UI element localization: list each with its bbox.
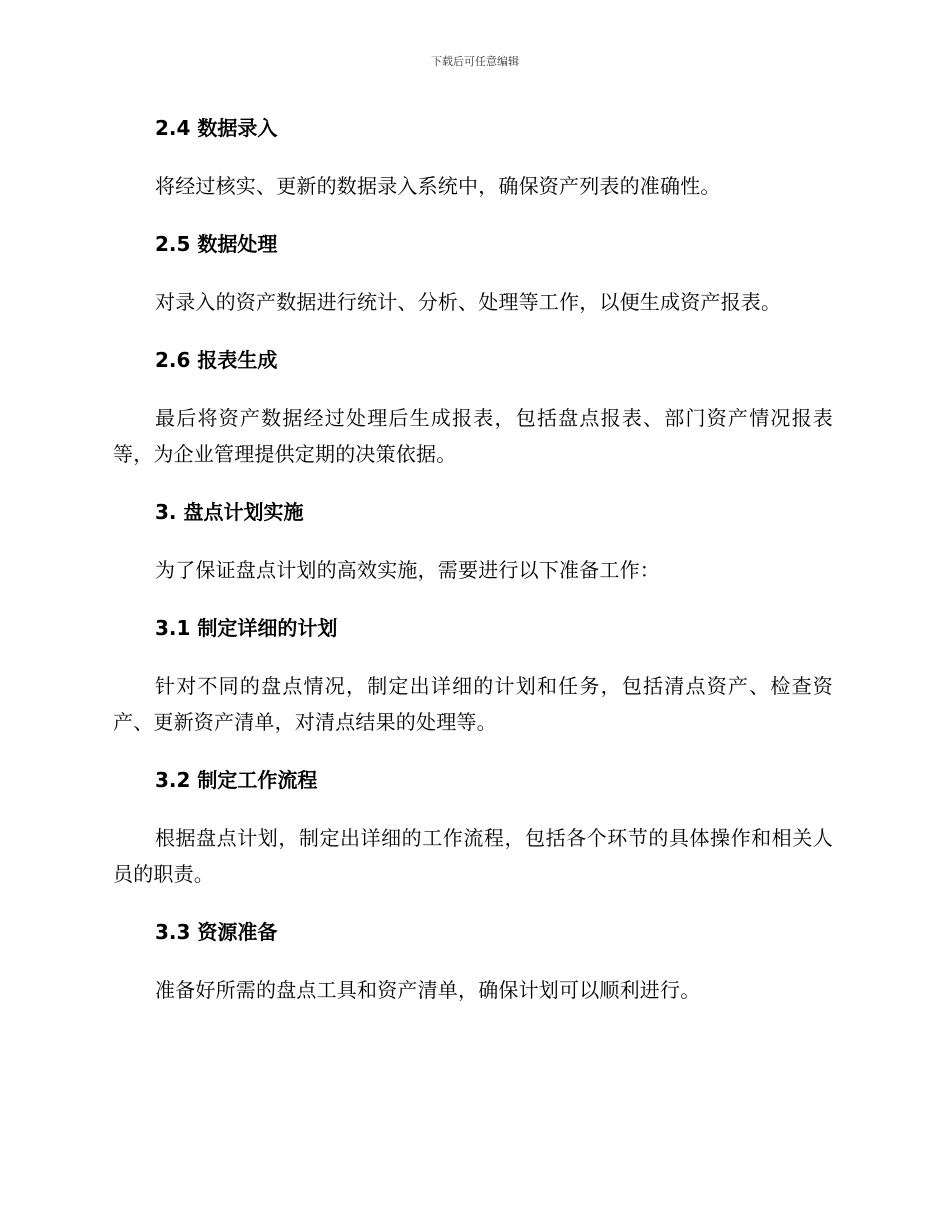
paragraph-3-1: 针对不同的盘点情况，制定出详细的计划和任务，包括清点资产、检查资产、更新资产清单，对清点结果的处理等。 bbox=[113, 674, 833, 734]
section-heading-3: 3. 盘点计划实施 bbox=[155, 500, 304, 524]
page-header: 下载后可任意编辑 bbox=[431, 55, 519, 68]
section-heading-3-1: 3.1 制定详细的计划 bbox=[155, 616, 338, 640]
section-heading-3-2: 3.2 制定工作流程 bbox=[155, 768, 318, 792]
section-heading-3-3: 3.3 资源准备 bbox=[155, 920, 278, 944]
paragraph-2-4: 将经过核实、更新的数据录入系统中，确保资产列表的准确性。 bbox=[155, 174, 721, 198]
paragraph-3-3: 准备好所需的盘点工具和资产清单，确保计划可以顺利进行。 bbox=[155, 978, 701, 1002]
document-body bbox=[113, 110, 833, 1008]
paragraph-2-6: 最后将资产数据经过处理后生成报表，包括盘点报表、部门资产情况报表等，为企业管理提供定期的决策依据。 bbox=[113, 406, 833, 466]
section-heading-2-4: 2.4 数据录入 bbox=[155, 116, 278, 140]
paragraph-3: 为了保证盘点计划的高效实施，需要进行以下准备工作： bbox=[155, 558, 660, 582]
paragraph-3-2: 根据盘点计划，制定出详细的工作流程，包括各个环节的具体操作和相关人员的职责。 bbox=[113, 826, 833, 886]
section-heading-2-6: 2.6 报表生成 bbox=[155, 348, 278, 372]
paragraph-2-5: 对录入的资产数据进行统计、分析、处理等工作，以便生成资产报表。 bbox=[155, 290, 782, 314]
section-heading-2-5: 2.5 数据处理 bbox=[155, 232, 278, 256]
